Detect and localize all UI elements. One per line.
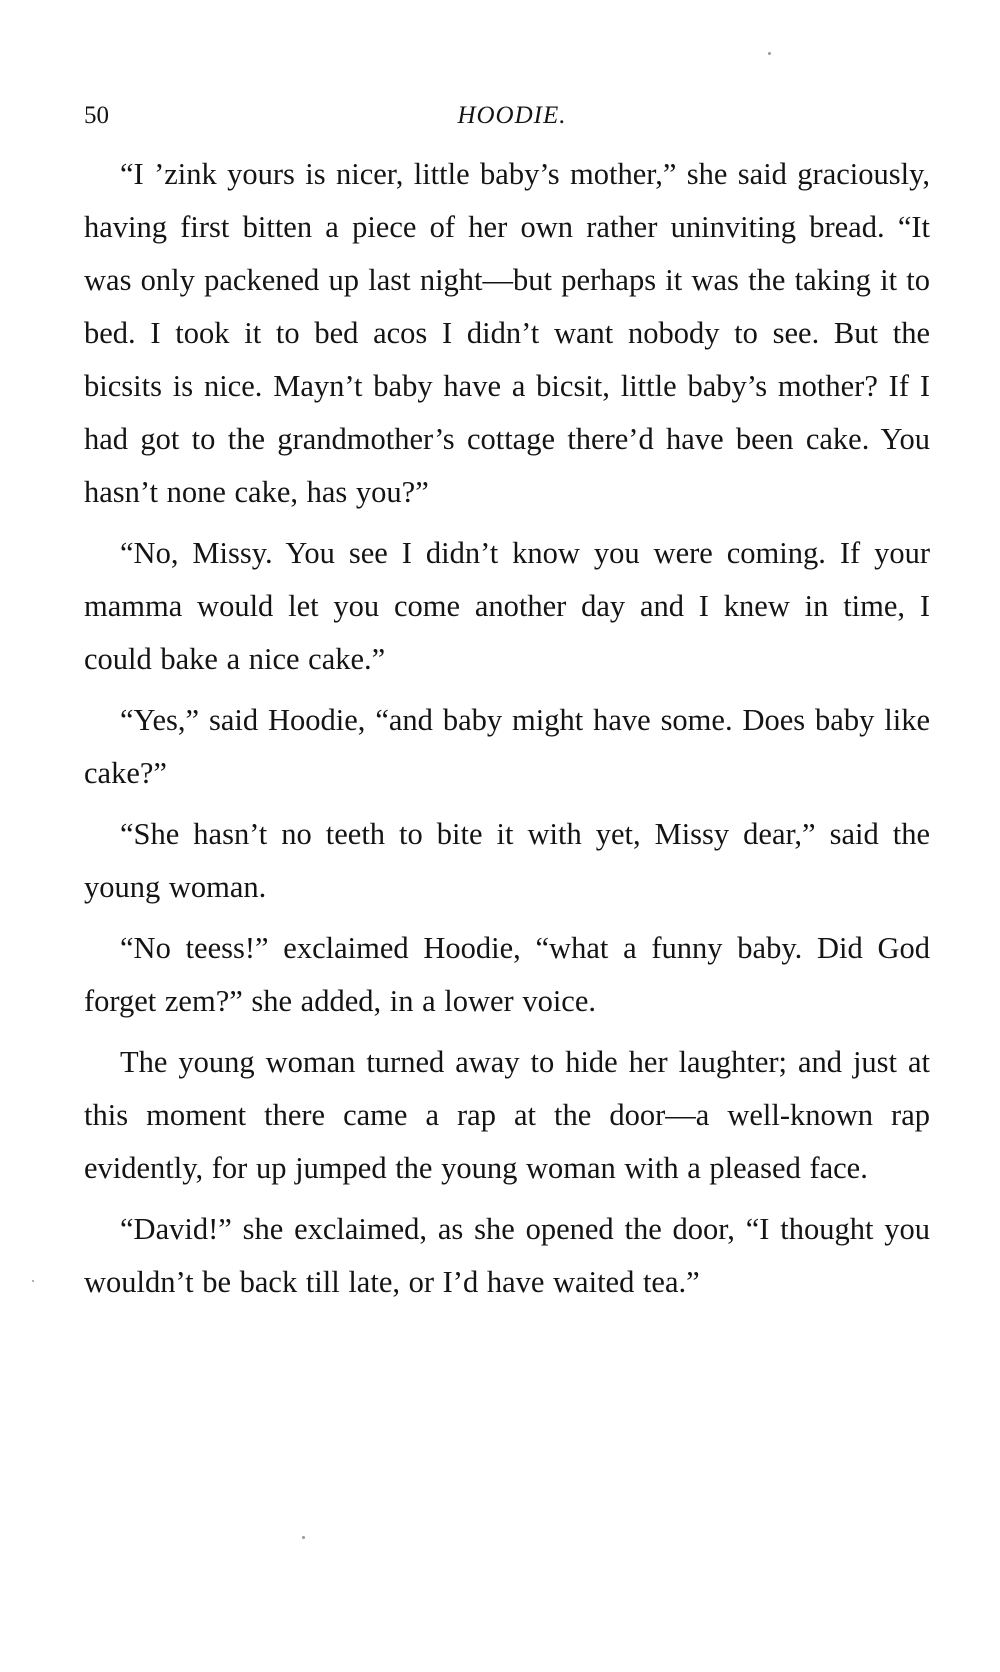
- paragraph: “She hasn’t no teeth to bite it with yet, Missy dear,” said the young woman.: [84, 817, 930, 904]
- paper-speck: [768, 52, 771, 55]
- paragraph: “No teess!” exclaimed Hoodie, “what a funny baby. Did God forget zem?” she added, in a lower voice.: [84, 931, 930, 1018]
- paragraph: “I ’zink yours is nicer, little baby’s mother,” she said graciously, having first bitten a piece of her own rather uninviting bread. “It was only packened up last night—but perhaps it was the taking it to bed. I took it to bed acos I didn’t want nobody to see. But the bicsits is nice. Mayn’t baby have a bicsit, little baby’s mother? If I had got to the grandmother’s cottage there’d have been cake. You hasn’t none cake, has you?”: [84, 157, 930, 509]
- paragraph: The young woman turned away to hide her laughter; and just at this moment there came a rap at the door—a well-known rap evidently, for up jumped the young woman with a pleased face.: [84, 1045, 930, 1185]
- paragraph: “Yes,” said Hoodie, “and baby might have some. Does baby like cake?”: [84, 703, 930, 790]
- page-number: 50: [84, 102, 109, 129]
- body-text: [84, 148, 930, 1317]
- running-title: HOODIE.: [457, 102, 567, 129]
- paper-speck: [302, 1536, 305, 1539]
- paragraph: “David!” she exclaimed, as she opened the door, “I thought you wouldn’t be back till late, or I’d have waited tea.”: [84, 1212, 930, 1299]
- running-head: [84, 96, 930, 136]
- paper-speck: [32, 1280, 34, 1282]
- paragraph: “No, Missy. You see I didn’t know you were coming. If your mamma would let you come another day and I knew in time, I could bake a nice cake.”: [84, 536, 930, 676]
